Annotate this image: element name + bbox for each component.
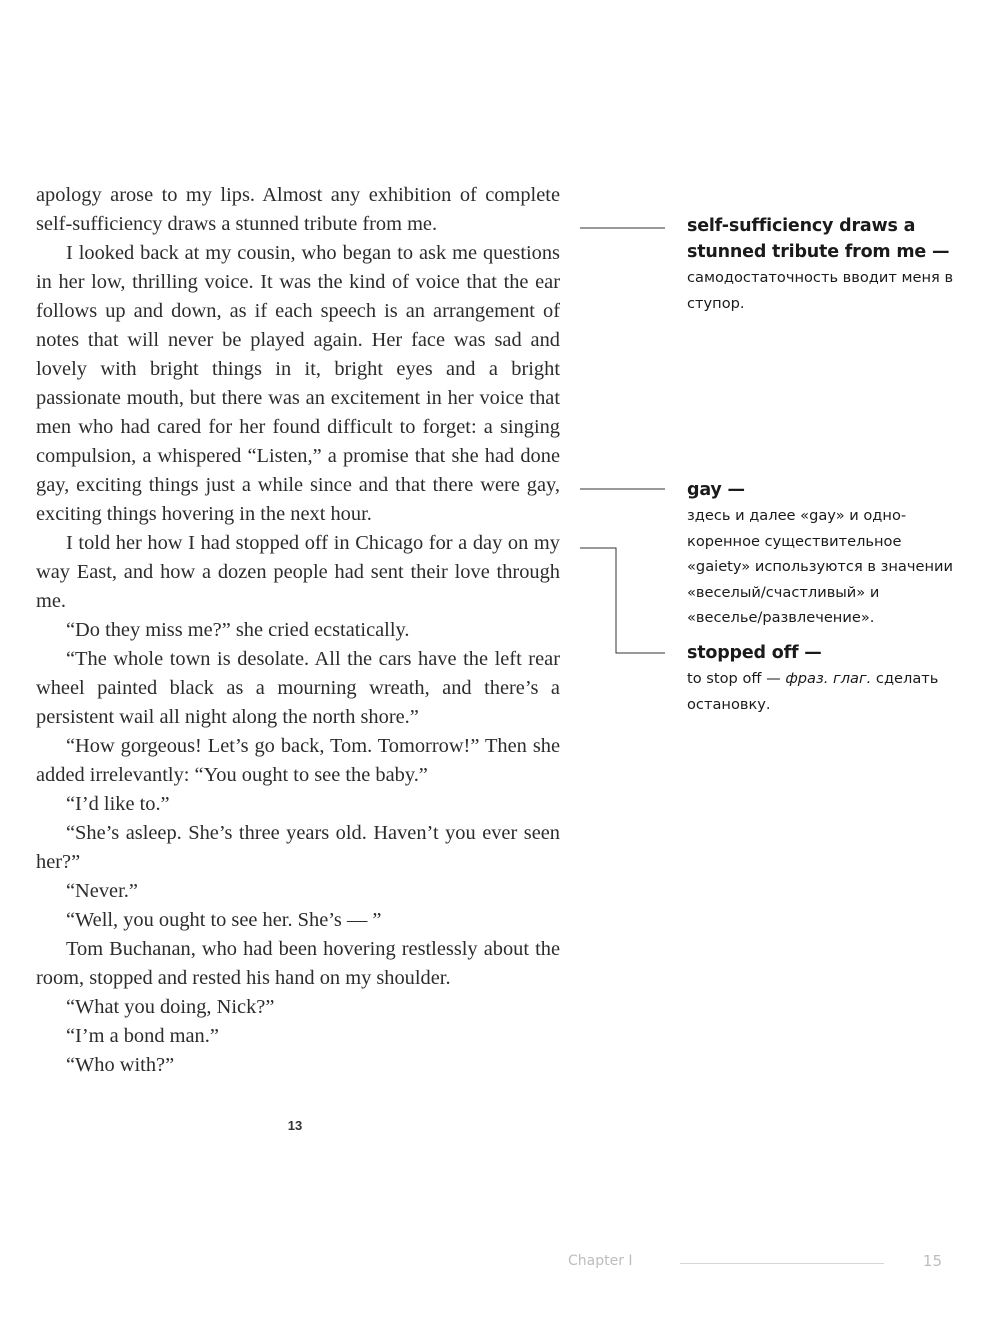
- paragraph: “Who with?”: [66, 1054, 175, 1076]
- footer-chapter-label: Chapter I: [568, 1253, 633, 1269]
- gloss-definition: [687, 666, 955, 717]
- paragraph: Tom Buchanan, who had been hovering restlessly about the room, stopped and rested his hand on my shoulder.: [36, 938, 560, 989]
- paragraph: “She’s asleep. She’s three years old. Haven’t you ever seen her?”: [36, 822, 560, 873]
- gloss-definition: здесь и далее «gay» и однокоренное существительное «gaiety» используются в значении «веселый/счастливый» и «веселье/развлечение».: [687, 507, 953, 626]
- paragraph: “I’d like to.”: [66, 793, 170, 815]
- paragraph: “Well, you ought to see her. She’s — ”: [66, 909, 382, 931]
- gloss-self-sufficiency: [687, 213, 955, 316]
- paragraph: I told her how I had stopped off in Chicago for a day on my way East, and how a dozen people had sent their love through me.: [36, 532, 560, 612]
- gloss-definition-grammar: фраз. глаг.: [785, 670, 872, 687]
- gloss-definition-rest: сделать остановку.: [687, 670, 939, 713]
- paragraph: “Never.”: [66, 880, 138, 902]
- paragraph: apology arose to my lips. Almost any exhibition of complete self-sufficiency draws a stunned tribute from me.: [36, 184, 560, 235]
- gloss-term: gay —: [687, 480, 745, 500]
- page-number: 13: [287, 1118, 303, 1133]
- gloss-term: stopped off —: [687, 643, 822, 663]
- paragraph: “The whole town is desolate. All the cars have the left rear wheel painted black as a mourning wreath, and there’s a persistent wail all night along the north shore.”: [36, 648, 560, 728]
- gloss-gay: [687, 477, 955, 631]
- paragraph: I looked back at my cousin, who began to ask me questions in her low, thrilling voice. It was the kind of voice that the ear follows up and down, as if each speech is an arrangement of notes that will never be played again. Her face was sad and lovely with bright things in it, bright eyes and a bright passionate mouth, but there was an excitement in her voice that men who had cared for her found difficult to forget: a singing compulsion, a whispered “Listen,” a promise that she had done gay, exciting things just a while since and that there were gay, exciting things hovering in the next hour.: [36, 242, 560, 525]
- footer-page-number: 15: [922, 1252, 942, 1270]
- paragraph: “I’m a bond man.”: [66, 1025, 219, 1047]
- gloss-line-stopped-off: [580, 548, 665, 653]
- gloss-stopped-off: [687, 640, 955, 717]
- paragraph: “What you doing, Nick?”: [66, 996, 275, 1018]
- gloss-definition: самодостаточность вводит меня в ступор.: [687, 269, 954, 312]
- footer-divider: [680, 1263, 884, 1264]
- paragraph: “Do they miss me?” she cried ecstatically.: [66, 619, 410, 641]
- main-text: [36, 181, 560, 1080]
- gloss-definition-plain: to stop off —: [687, 670, 786, 687]
- gloss-term: self-sufficiency draws a stunned tribute from me —: [687, 216, 950, 262]
- paragraph: “How gorgeous! Let’s go back, Tom. Tomorrow!” Then she added irrelevantly: “You ought to see the baby.”: [36, 735, 560, 786]
